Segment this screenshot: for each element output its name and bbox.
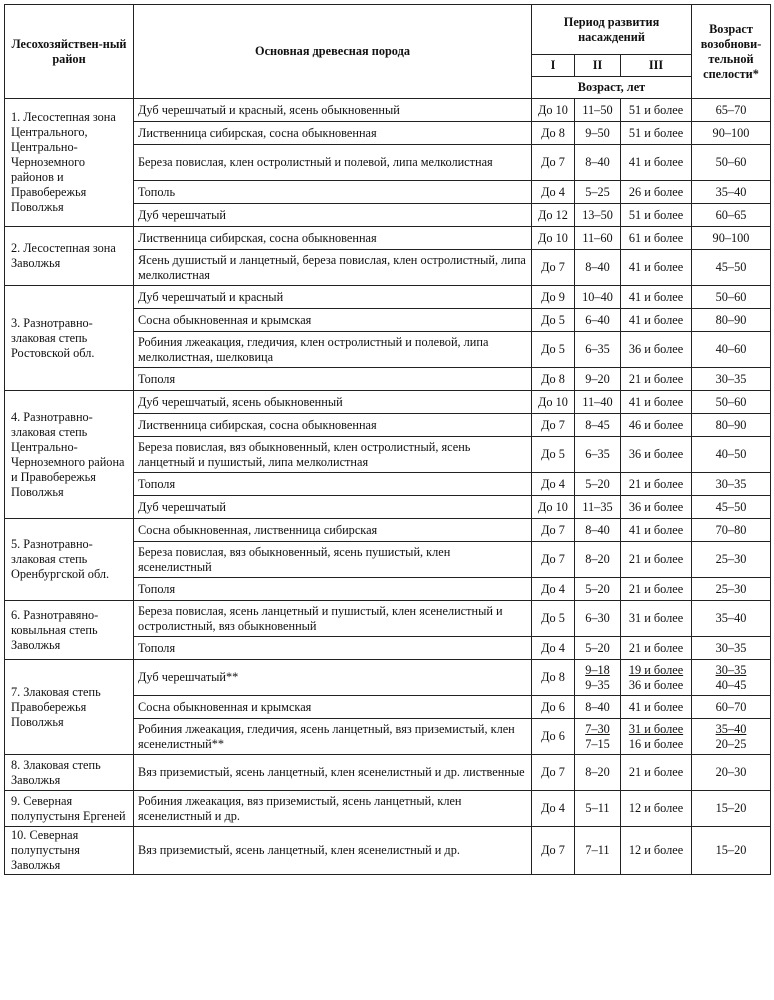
period-3-cell: 12 и более [621, 791, 692, 827]
period-3-cell: 31 и более [621, 601, 692, 637]
period-3-cell: 51 и более [621, 204, 692, 227]
period-1-cell: До 7 [532, 250, 575, 286]
period-2-cell: 11–60 [575, 227, 621, 250]
renewal-age-cell: 60–70 [692, 696, 771, 719]
species-cell: Сосна обыкновенная и крымская [134, 696, 532, 719]
period-2-cell: 6–40 [575, 309, 621, 332]
period-1-cell: До 12 [532, 204, 575, 227]
species-cell: Робиния лжеакация, вяз приземистый, ясень ланцетный, клен ясенелистный и др. [134, 791, 532, 827]
period-1-cell: До 7 [532, 542, 575, 578]
period-2-cell: 11–40 [575, 391, 621, 414]
renewal-age-cell [692, 660, 771, 696]
period-3-cell: 41 и более [621, 145, 692, 181]
period-3-cell: 21 и более [621, 755, 692, 791]
period-1-cell: До 7 [532, 755, 575, 791]
table-row [5, 791, 771, 827]
renewal-age-cell: 25–30 [692, 578, 771, 601]
period-2-cell-primary: 7–30 [585, 721, 610, 736]
header-period-2: II [575, 55, 621, 77]
species-cell: Дуб черешчатый, ясень обыкновенный [134, 391, 532, 414]
region-name: 1. Лесостепная зона Центрального, Центрально-Черноземного районов и Правобережья Поволжья [5, 99, 134, 227]
period-2-cell-primary: 9–18 [585, 662, 610, 677]
period-2-cell: 10–40 [575, 286, 621, 309]
period-1-cell: До 7 [532, 519, 575, 542]
period-1-cell: До 8 [532, 660, 575, 696]
period-1-cell: До 5 [532, 601, 575, 637]
period-2-cell: 5–20 [575, 637, 621, 660]
species-cell: Тополя [134, 368, 532, 391]
period-3-cell: 21 и более [621, 368, 692, 391]
header-region: Лесохозяйствен-ный район [5, 5, 134, 99]
header-period-1: I [532, 55, 575, 77]
period-1-cell: До 4 [532, 473, 575, 496]
period-3-cell: 21 и более [621, 578, 692, 601]
period-3-cell: 46 и более [621, 414, 692, 437]
species-cell: Дуб черешчатый** [134, 660, 532, 696]
period-2-cell: 6–30 [575, 601, 621, 637]
period-1-cell: До 6 [532, 696, 575, 719]
renewal-age-cell: 25–30 [692, 542, 771, 578]
renewal-age-cell: 30–35 [692, 368, 771, 391]
header-age-years: Возраст, лет [532, 77, 692, 99]
species-cell: Ясень душистый и ланцетный, береза повислая, клен остролистный, липа мелколистная [134, 250, 532, 286]
period-3-cell-primary: 19 и более [628, 662, 684, 677]
period-1-cell: До 4 [532, 578, 575, 601]
species-cell: Дуб черешчатый и красный [134, 286, 532, 309]
renewal-age-cell-primary: 35–40 [715, 721, 747, 736]
renewal-age-cell: 70–80 [692, 519, 771, 542]
table-row [5, 227, 771, 250]
period-1-cell: До 8 [532, 368, 575, 391]
period-2-cell: 8–40 [575, 250, 621, 286]
period-3-cell: 51 и более [621, 99, 692, 122]
period-3-cell: 41 и более [621, 286, 692, 309]
forest-development-table [4, 4, 771, 875]
region-name: 7. Злаковая степь Правобережья Поволжья [5, 660, 134, 755]
region-name: 5. Разнотравно-злаковая степь Оренбургской обл. [5, 519, 134, 601]
period-3-cell: 41 и более [621, 696, 692, 719]
period-1-cell: До 7 [532, 145, 575, 181]
species-cell: Лиственница сибирская, сосна обыкновенная [134, 227, 532, 250]
species-cell: Береза повислая, ясень ланцетный и пушистый, клен ясенелистный и остролистный, вяз обыкновенный [134, 601, 532, 637]
table-row [5, 755, 771, 791]
period-2-cell: 5–20 [575, 578, 621, 601]
period-1-cell: До 7 [532, 414, 575, 437]
table-row [5, 601, 771, 637]
species-cell: Сосна обыкновенная и крымская [134, 309, 532, 332]
species-cell: Дуб черешчатый и красный, ясень обыкновенный [134, 99, 532, 122]
table-row [5, 99, 771, 122]
period-2-cell: 8–40 [575, 519, 621, 542]
table-row [5, 391, 771, 414]
period-3-cell [621, 719, 692, 755]
period-3-cell: 36 и более [621, 496, 692, 519]
renewal-age-cell: 30–35 [692, 637, 771, 660]
period-3-cell-primary: 31 и более [628, 721, 684, 736]
period-3-cell: 61 и более [621, 227, 692, 250]
period-1-cell: До 4 [532, 181, 575, 204]
period-3-cell: 41 и более [621, 250, 692, 286]
period-2-cell: 8–45 [575, 414, 621, 437]
renewal-age-cell: 80–90 [692, 309, 771, 332]
period-2-cell: 11–35 [575, 496, 621, 519]
period-2-cell: 8–20 [575, 542, 621, 578]
table-row [5, 660, 771, 696]
period-2-cell: 5–11 [575, 791, 621, 827]
period-2-cell: 9–20 [575, 368, 621, 391]
table-row [5, 827, 771, 875]
region-name: 4. Разнотравно-злаковая степь Центрально-Черноземного района и Правобережья Поволжья [5, 391, 134, 519]
species-cell: Робиния лжеакация, гледичия, клен остролистный и полевой, липа мелколистная, шелковица [134, 332, 532, 368]
period-3-cell [621, 660, 692, 696]
period-3-cell: 36 и более [621, 437, 692, 473]
period-2-cell: 8–40 [575, 145, 621, 181]
period-2-cell: 6–35 [575, 437, 621, 473]
header-period-3: III [621, 55, 692, 77]
renewal-age-cell: 90–100 [692, 122, 771, 145]
period-3-cell: 41 и более [621, 519, 692, 542]
renewal-age-cell: 30–35 [692, 473, 771, 496]
period-2-cell: 13–50 [575, 204, 621, 227]
renewal-age-cell-secondary: 20–25 [715, 736, 747, 751]
species-cell: Береза повислая, клен остролистный и полевой, липа мелколистная [134, 145, 532, 181]
region-name: 8. Злаковая степь Заволжья [5, 755, 134, 791]
period-1-cell: До 5 [532, 437, 575, 473]
species-cell: Береза повислая, вяз обыкновенный, ясень пушистый, клен ясенелистный [134, 542, 532, 578]
species-cell: Лиственница сибирская, сосна обыкновенная [134, 122, 532, 145]
period-1-cell: До 9 [532, 286, 575, 309]
period-1-cell: До 10 [532, 99, 575, 122]
renewal-age-cell: 50–60 [692, 391, 771, 414]
period-3-cell: 36 и более [621, 332, 692, 368]
species-cell: Береза повислая, вяз обыкновенный, клен остролистный, ясень ланцетный и пушистый, липа мелколистная [134, 437, 532, 473]
period-1-cell: До 10 [532, 227, 575, 250]
header-renewal-age: Возраст возобнови-тельной спелости* [692, 5, 771, 99]
species-cell: Дуб черешчатый [134, 204, 532, 227]
renewal-age-cell: 60–65 [692, 204, 771, 227]
region-name: 3. Разнотравно-злаковая степь Ростовской обл. [5, 286, 134, 391]
period-2-cell: 6–35 [575, 332, 621, 368]
period-2-cell: 5–20 [575, 473, 621, 496]
region-name: 2. Лесостепная зона Заволжья [5, 227, 134, 286]
species-cell: Лиственница сибирская, сосна обыкновенная [134, 414, 532, 437]
period-1-cell: До 4 [532, 791, 575, 827]
renewal-age-cell: 20–30 [692, 755, 771, 791]
species-cell: Тополь [134, 181, 532, 204]
header-species: Основная древесная порода [134, 5, 532, 99]
period-2-cell: 11–50 [575, 99, 621, 122]
period-2-cell-secondary: 9–35 [585, 677, 610, 692]
species-cell: Сосна обыкновенная, лиственница сибирская [134, 519, 532, 542]
header-period: Период развития насаждений [532, 5, 692, 55]
species-cell: Робиния лжеакация, гледичия, ясень ланцетный, вяз приземистый, клен ясенелистный** [134, 719, 532, 755]
table-body [5, 99, 771, 875]
renewal-age-cell: 45–50 [692, 496, 771, 519]
species-cell: Вяз приземистый, ясень ланцетный, клен ясенелистный и др. [134, 827, 532, 875]
period-1-cell: До 10 [532, 391, 575, 414]
renewal-age-cell: 50–60 [692, 145, 771, 181]
period-2-cell [575, 660, 621, 696]
period-2-cell-secondary: 7–15 [585, 736, 610, 751]
period-1-cell: До 10 [532, 496, 575, 519]
table-row [5, 286, 771, 309]
renewal-age-cell: 40–60 [692, 332, 771, 368]
renewal-age-cell [692, 719, 771, 755]
renewal-age-cell: 35–40 [692, 601, 771, 637]
period-1-cell: До 7 [532, 827, 575, 875]
period-3-cell: 12 и более [621, 827, 692, 875]
period-2-cell [575, 719, 621, 755]
period-2-cell: 7–11 [575, 827, 621, 875]
period-1-cell: До 4 [532, 637, 575, 660]
period-3-cell: 21 и более [621, 637, 692, 660]
period-3-cell: 41 и более [621, 309, 692, 332]
period-3-cell: 41 и более [621, 391, 692, 414]
species-cell: Тополя [134, 578, 532, 601]
table-row [5, 519, 771, 542]
renewal-age-cell: 50–60 [692, 286, 771, 309]
period-2-cell: 5–25 [575, 181, 621, 204]
period-3-cell: 21 и более [621, 473, 692, 496]
renewal-age-cell: 90–100 [692, 227, 771, 250]
renewal-age-cell: 35–40 [692, 181, 771, 204]
region-name: 9. Северная полупустыня Ергеней [5, 791, 134, 827]
renewal-age-cell: 15–20 [692, 791, 771, 827]
region-name: 6. Разнотравяно-ковыльная степь Заволжья [5, 601, 134, 660]
renewal-age-cell-primary: 30–35 [715, 662, 747, 677]
region-name: 10. Северная полупустыня Заволжья [5, 827, 134, 875]
species-cell: Тополя [134, 473, 532, 496]
period-3-cell: 21 и более [621, 542, 692, 578]
renewal-age-cell: 65–70 [692, 99, 771, 122]
period-1-cell: До 6 [532, 719, 575, 755]
period-3-cell-secondary: 36 и более [628, 677, 684, 692]
renewal-age-cell: 15–20 [692, 827, 771, 875]
period-3-cell: 51 и более [621, 122, 692, 145]
period-1-cell: До 5 [532, 332, 575, 368]
period-1-cell: До 8 [532, 122, 575, 145]
period-2-cell: 8–20 [575, 755, 621, 791]
period-3-cell-secondary: 16 и более [628, 736, 684, 751]
renewal-age-cell: 40–50 [692, 437, 771, 473]
period-3-cell: 26 и более [621, 181, 692, 204]
period-1-cell: До 5 [532, 309, 575, 332]
species-cell: Дуб черешчатый [134, 496, 532, 519]
species-cell: Вяз приземистый, ясень ланцетный, клен ясенелистный и др. лиственные [134, 755, 532, 791]
period-2-cell: 8–40 [575, 696, 621, 719]
renewal-age-cell-secondary: 40–45 [715, 677, 747, 692]
renewal-age-cell: 45–50 [692, 250, 771, 286]
period-2-cell: 9–50 [575, 122, 621, 145]
renewal-age-cell: 80–90 [692, 414, 771, 437]
species-cell: Тополя [134, 637, 532, 660]
